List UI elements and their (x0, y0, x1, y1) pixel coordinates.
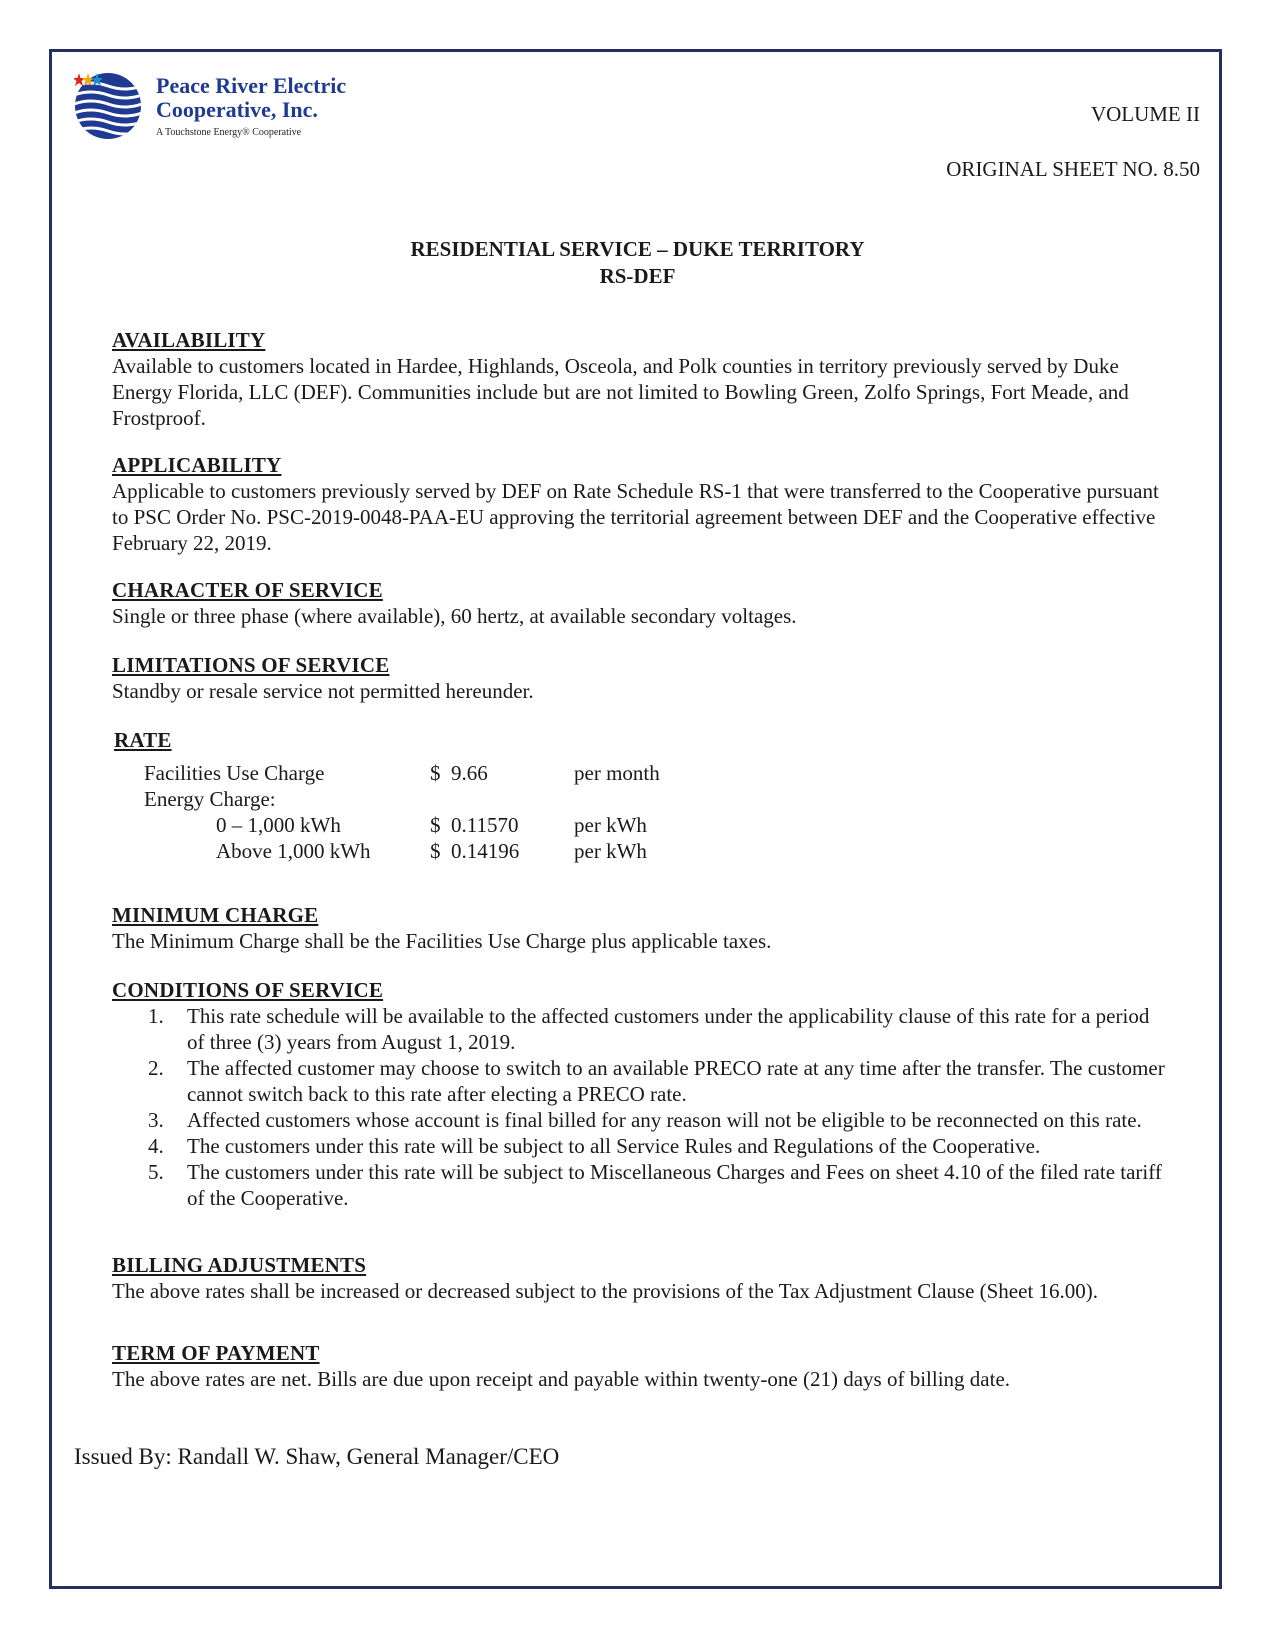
cooperative-logo (74, 72, 374, 152)
facilities-unit: per month (574, 761, 660, 785)
availability-text: Available to customers located in Hardee, Highlands, Osceola, and Polk counties in territory previously served by Duke Energy Florida, LLC (DEF). Communities include but are not limited to Bowling Green, Zolfo Springs, Fort Meade, and Frostproof. (112, 354, 1129, 430)
energy-charge-label: Energy Charge: (144, 787, 276, 811)
applicability-heading: APPLICABILITY (112, 453, 282, 477)
list-item-number: 5. (148, 1160, 164, 1184)
list-item-text: This rate schedule will be available to the affected customers under the applicability clause of this rate for a period of three (3) years from August 1, 2019. (187, 1004, 1150, 1054)
list-item (112, 1159, 1172, 1211)
character-section (112, 577, 1172, 629)
term-of-payment-heading: TERM OF PAYMENT (112, 1341, 320, 1365)
list-item-number: 3. (148, 1108, 164, 1132)
list-item (112, 1107, 1172, 1133)
volume-label: VOLUME II (1090, 102, 1200, 126)
list-item-number: 1. (148, 1004, 164, 1028)
list-item (112, 1055, 1172, 1107)
term-of-payment-section (112, 1340, 1172, 1392)
list-item (112, 1003, 1172, 1055)
billing-adjustments-heading: BILLING ADJUSTMENTS (112, 1253, 367, 1277)
rate-table (112, 760, 812, 864)
limitations-text: Standby or resale service not permitted hereunder. (112, 679, 534, 703)
conditions-heading: CONDITIONS OF SERVICE (112, 978, 384, 1002)
document-title: RESIDENTIAL SERVICE – DUKE TERRITORY (410, 237, 865, 261)
applicability-text: Applicable to customers previously served by DEF on Rate Schedule RS-1 that were transferred to the Cooperative pursuant to PSC Order No. PSC-2019-0048-PAA-EU approving the territorial agreement between DEF and the Cooperative effective February 22, 2019. (112, 479, 1159, 555)
touchstone-stars-icon (74, 72, 102, 88)
logo-name-line2: Cooperative, Inc. (156, 97, 318, 122)
logo-name-line1: Peace River Electric (156, 73, 347, 98)
facilities-value: $ 9.66 (430, 761, 488, 785)
tier2-value: $ 0.14196 (430, 839, 520, 863)
rate-section (114, 727, 1174, 753)
billing-adjustments-text: The above rates shall be increased or decreased subject to the provisions of the Tax Adjustment Clause (Sheet 16.00). (112, 1279, 1099, 1303)
logo-tagline: A Touchstone Energy® Cooperative (156, 127, 302, 138)
issued-by: Issued By: Randall W. Shaw, General Manager/CEO (74, 1444, 560, 1469)
energy-tier1-row (112, 812, 812, 838)
document-title-block (0, 236, 1275, 290)
minimum-charge-section (112, 902, 1172, 954)
document-subtitle: RS-DEF (599, 264, 676, 288)
list-item-number: 4. (148, 1134, 164, 1158)
sheet-number: ORIGINAL SHEET NO. 8.50 (946, 157, 1200, 181)
availability-heading: AVAILABILITY (112, 328, 266, 352)
list-item-text: Affected customers whose account is final billed for any reason will not be eligible to be reconnected on this rate. (187, 1108, 1142, 1132)
term-of-payment-text: The above rates are net. Bills are due upon receipt and payable within twenty-one (21) days of billing date. (112, 1367, 1011, 1391)
energy-charge-row (112, 786, 812, 812)
list-item-text: The customers under this rate will be subject to all Service Rules and Regulations of the Cooperative. (187, 1134, 1041, 1158)
tier2-unit: per kWh (574, 839, 647, 863)
availability-section (112, 327, 1172, 431)
list-item-text: The customers under this rate will be subject to Miscellaneous Charges and Fees on sheet 4.10 of the filed rate tariff of the Cooperative. (187, 1160, 1162, 1210)
conditions-section (112, 977, 1172, 1211)
tier2-label: Above 1,000 kWh (216, 839, 371, 863)
tier1-value: $ 0.11570 (430, 813, 519, 837)
character-text: Single or three phase (where available), 60 hertz, at available secondary voltages. (112, 604, 797, 628)
list-item-number: 2. (148, 1056, 164, 1080)
energy-tier2-row (112, 838, 812, 864)
limitations-heading: LIMITATIONS OF SERVICE (112, 653, 390, 677)
tier1-label: 0 – 1,000 kWh (216, 813, 341, 837)
character-heading: CHARACTER OF SERVICE (112, 578, 383, 602)
minimum-charge-heading: MINIMUM CHARGE (112, 903, 319, 927)
minimum-charge-text: The Minimum Charge shall be the Facilities Use Charge plus applicable taxes. (112, 929, 772, 953)
facilities-label: Facilities Use Charge (144, 761, 325, 785)
rate-heading: RATE (114, 728, 172, 752)
billing-adjustments-section (112, 1252, 1172, 1304)
applicability-section (112, 452, 1172, 556)
list-item-text: The affected customer may choose to switch to an available PRECO rate at any time after the transfer. The customer cannot switch back to this rate after electing a PRECO rate. (187, 1056, 1165, 1106)
list-item (112, 1133, 1172, 1159)
facilities-charge-row (112, 760, 812, 786)
conditions-list (112, 1003, 1172, 1211)
tier1-unit: per kWh (574, 813, 647, 837)
limitations-section (112, 652, 1172, 704)
